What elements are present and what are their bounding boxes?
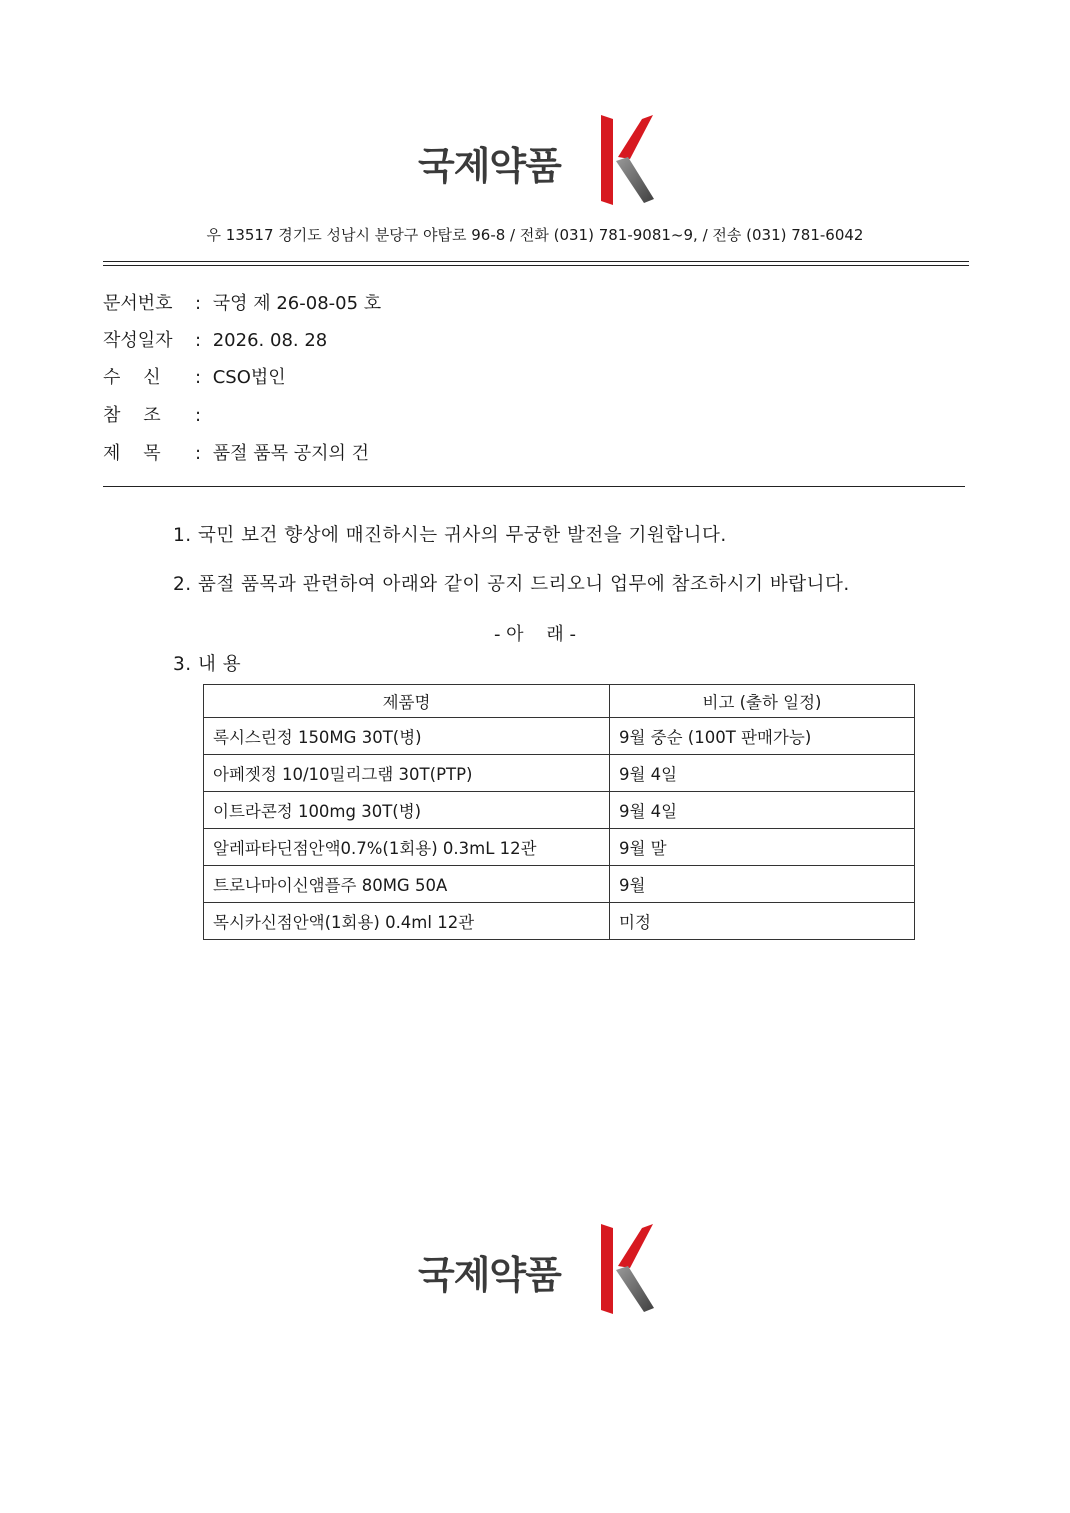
recipient-row — [103, 363, 286, 389]
product-cell: 록시스린정 150MG 30T(병) — [204, 718, 610, 755]
field-label: 제 목 — [103, 443, 161, 464]
company-address: 우 13517 경기도 성남시 분당구 야탑로 96-8 / 전화 (031) 781-9081~9, / 전송 (031) 781-6042 — [206, 226, 864, 244]
doc-number-row — [103, 289, 381, 315]
reference-row — [103, 401, 207, 427]
remark-cell: 9월 — [610, 866, 915, 903]
field-value: 품절 품목 공지의 건 — [212, 443, 370, 464]
notice-title: - 아 래 - — [493, 624, 577, 645]
field-colon: : — [194, 405, 202, 426]
field-label: 참 조 — [103, 405, 161, 426]
k-logo-icon — [598, 113, 658, 205]
single-divider — [103, 486, 965, 487]
paragraph-1: 1. 국민 보건 향상에 매진하시는 귀사의 무궁한 발전을 기원합니다. — [173, 525, 727, 546]
remark-cell: 9월 4일 — [610, 755, 915, 792]
field-colon: : — [194, 330, 202, 351]
field-value: 국영 제 26-08-05 호 — [212, 293, 382, 314]
field-label: 문서번호 — [103, 293, 173, 314]
paragraph-2: 2. 품절 품목과 관련하여 아래와 같이 공지 드리오니 업무에 참조하시기 바랍니다. — [173, 574, 850, 595]
table-row — [204, 792, 915, 829]
logo-text: 국제약품 — [418, 1253, 561, 1297]
out-of-stock-table — [203, 684, 915, 940]
double-divider — [103, 261, 969, 266]
product-cell: 트로나마이신앰플주 80MG 50A — [204, 866, 610, 903]
product-cell: 목시카신점안액(1회용) 0.4ml 12관 — [204, 903, 610, 940]
field-label: 작성일자 — [103, 330, 173, 351]
product-cell: 아페젯정 10/10밀리그램 30T(PTP) — [204, 755, 610, 792]
field-label: 수 신 — [103, 367, 161, 388]
remark-cell: 미정 — [610, 903, 915, 940]
field-colon: : — [194, 443, 202, 464]
field-colon: : — [194, 367, 202, 388]
product-cell: 알레파타딘점안액0.7%(1회용) 0.3mL 12관 — [204, 829, 610, 866]
remark-cell: 9월 말 — [610, 829, 915, 866]
table-row — [204, 866, 915, 903]
table-row — [204, 718, 915, 755]
table-row — [204, 755, 915, 792]
k-logo-icon — [598, 1222, 658, 1314]
field-value: CSO법인 — [212, 367, 286, 388]
table-row — [204, 903, 915, 940]
paragraph-3: 3. 내 용 — [173, 654, 242, 675]
date-row — [103, 326, 327, 352]
col-header-remark: 비고 (출하 일정) — [610, 685, 915, 718]
subject-row — [103, 439, 369, 465]
col-header-product: 제품명 — [204, 685, 610, 718]
table-header-row — [204, 685, 915, 718]
logo-text: 국제약품 — [418, 144, 561, 188]
remark-cell: 9월 4일 — [610, 792, 915, 829]
field-colon: : — [194, 293, 202, 314]
company-logo-footer — [418, 1222, 658, 1314]
product-cell: 이트라콘정 100mg 30T(병) — [204, 792, 610, 829]
remark-cell: 9월 중순 (100T 판매가능) — [610, 718, 915, 755]
company-logo — [418, 113, 658, 205]
field-value: 2026. 08. 28 — [212, 330, 328, 351]
table-row — [204, 829, 915, 866]
